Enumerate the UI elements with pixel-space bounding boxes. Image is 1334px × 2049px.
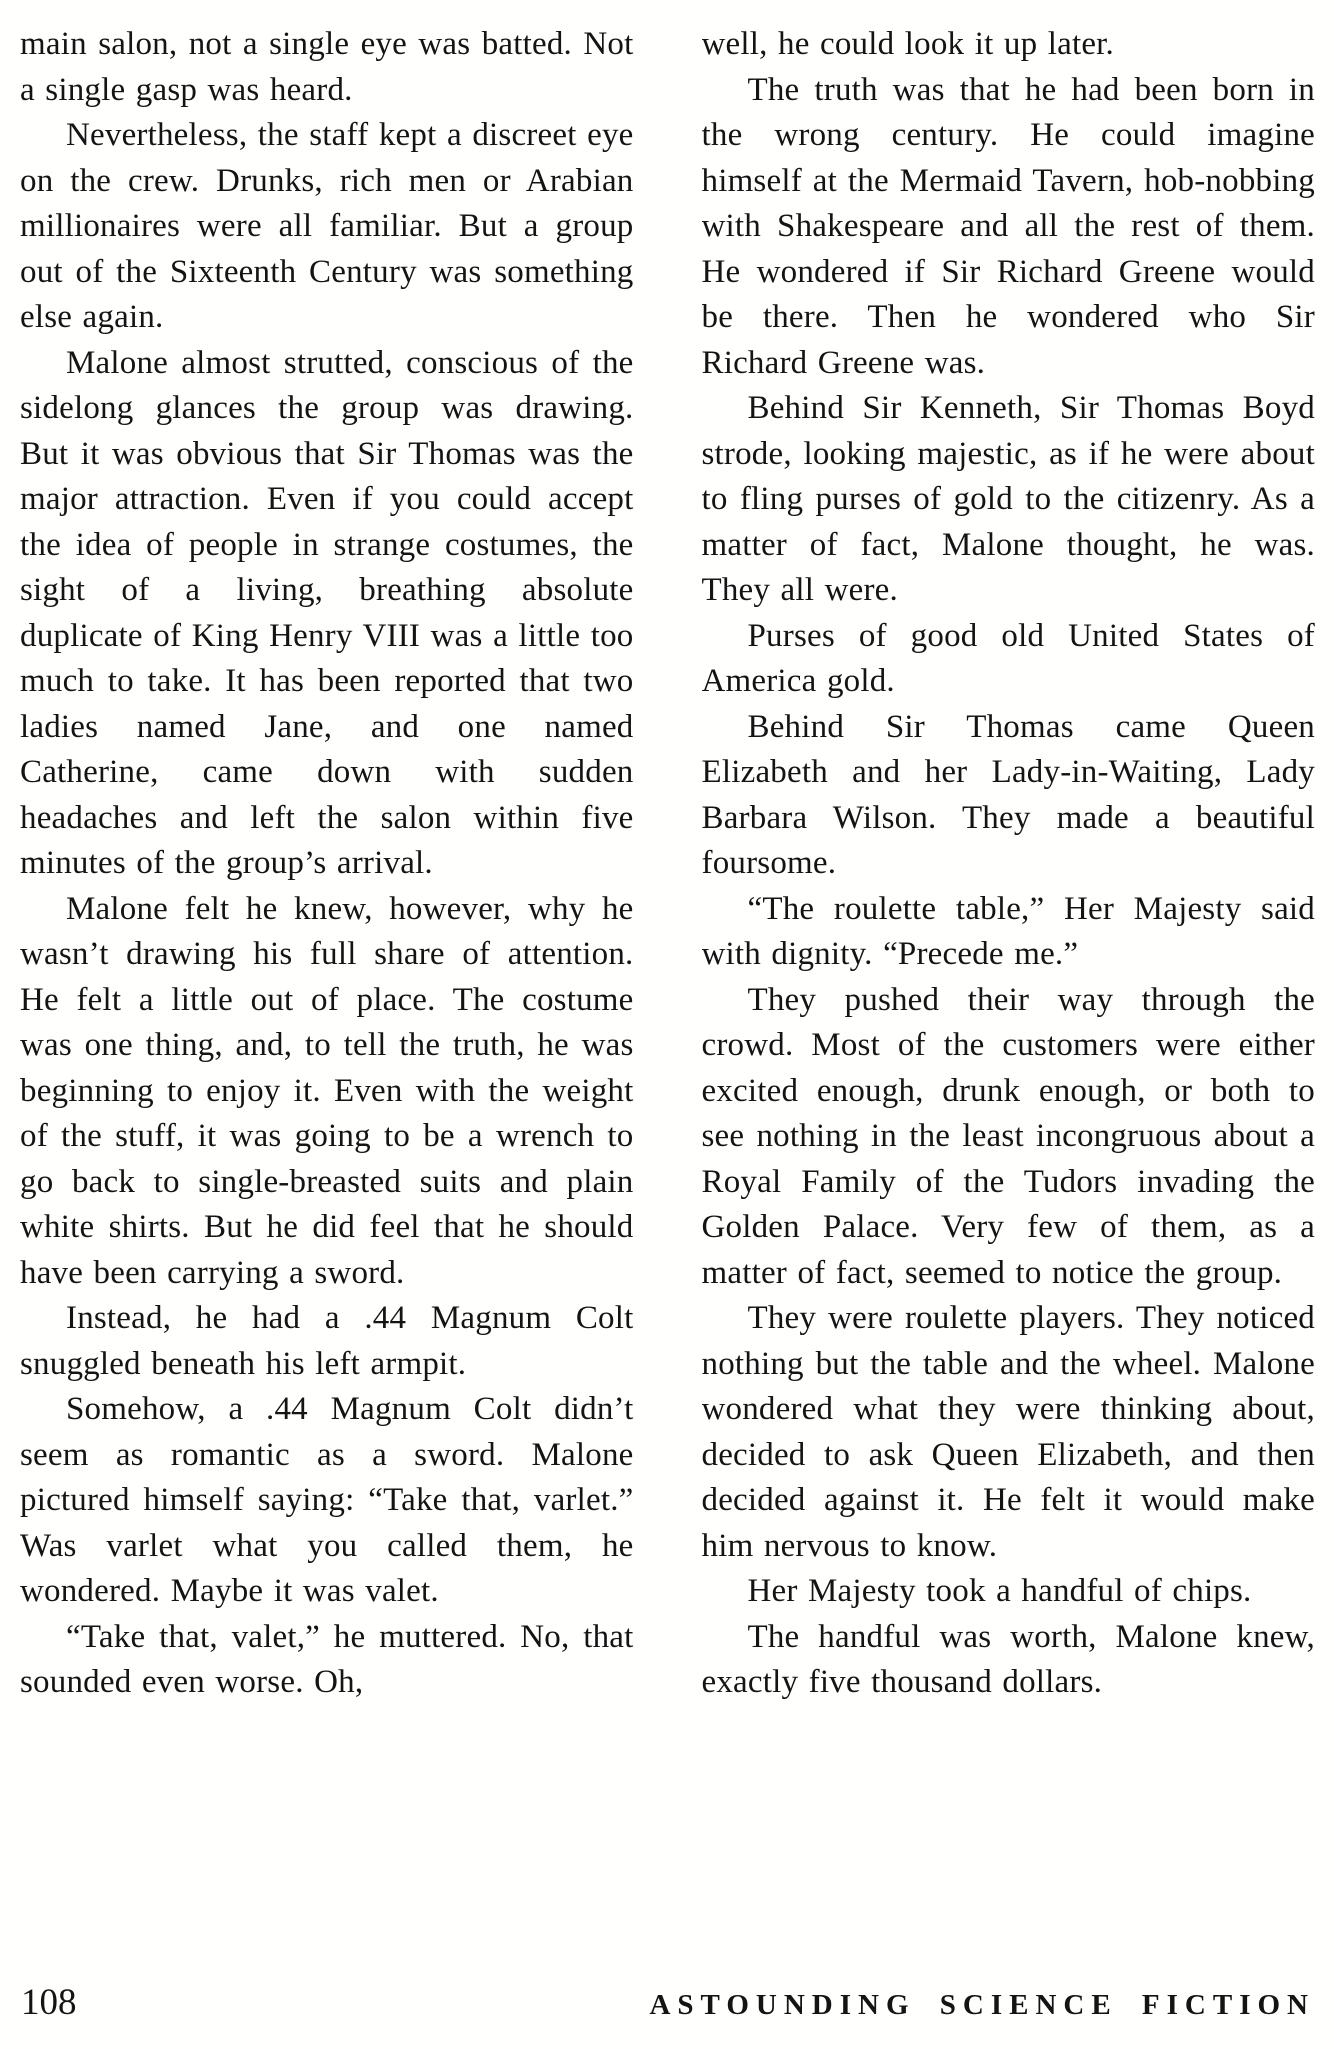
magazine-title: ASTOUNDING SCIENCE FICTION (649, 1989, 1315, 2021)
paragraph: Malone almost strutted, conscious of the sidelong glances the group was drawing. But it was obvious that Sir Thomas was the major attraction. Even if you could accept the idea of people in strange costumes, the sight of a living, breathing absolute duplicate of King Henry VIII was a little too much to take. It has been reported that two ladies named Jane, and one named Catherine, came down with sudden headaches and left the salon within five minutes of the group’s arrival. (20, 344, 634, 881)
left-column (20, 22, 634, 1942)
paragraph: well, he could look it up later. (701, 26, 1114, 62)
paragraph: main salon, not a single eye was batted. Not a single gasp was heard. (20, 26, 634, 108)
paragraph: Behind Sir Kenneth, Sir Thomas Boyd strode, looking majestic, as if he were about to fling purses of gold to the citizenry. As a matter of fact, Malone thought, he was. They all were. (701, 390, 1315, 608)
paragraph: “The roulette table,” Her Majesty said with dignity. “Precede me.” (701, 890, 1315, 972)
paragraph: Her Majesty took a handful of chips. (747, 1573, 1252, 1609)
paragraph: Somehow, a .44 Magnum Colt didn’t seem as romantic as a sword. Malone pictured himself saying: “Take that, varlet.” Was varlet what you called them, he wondered. Maybe it was valet. (20, 1391, 634, 1609)
paragraph: They pushed their way through the crowd. Most of the customers were either excited enough, drunk enough, or both to see nothing in the least incongruous about a Royal Family of the Tudors invading the Golden Palace. Very few of them, as a matter of fact, seemed to notice the group. (701, 981, 1315, 1291)
page-footer (21, 1984, 1315, 2021)
paragraph: The truth was that he had been born in the wrong century. He could imagine himself at the Mermaid Tavern, hob-nobbing with Shakespeare and all the rest of them. He wondered if Sir Richard Greene would be there. Then he wondered who Sir Richard Greene was. (701, 71, 1315, 381)
paragraph: “Take that, valet,” he muttered. No, that sounded even worse. Oh, (20, 1618, 634, 1700)
paragraph: Malone felt he knew, however, why he wasn’t drawing his full share of attention. He felt a little out of place. The costume was one thing, and, to tell the truth, he was beginning to enjoy it. Even with the weight of the stuff, it was going to be a wrench to go back to single-breasted suits and plain white shirts. But he did feel that he should have been carrying a sword. (20, 890, 634, 1291)
right-column (702, 22, 1316, 1942)
paragraph: They were roulette players. They noticed nothing but the table and the wheel. Malone wondered what they were thinking about, decided to ask Queen Elizabeth, and then decided against it. He felt it would make him nervous to know. (701, 1300, 1315, 1564)
paragraph: Purses of good old United States of America gold. (701, 617, 1315, 699)
paragraph: The handful was worth, Malone knew, exactly five thousand dollars. (701, 1618, 1315, 1700)
paragraph: Nevertheless, the staff kept a discreet eye on the crew. Drunks, rich men or Arabian millionaires were all familiar. But a group out of the Sixteenth Century was something else again. (20, 117, 634, 335)
page-number: 108 (21, 1982, 77, 2023)
text-columns (20, 22, 1315, 1942)
paragraph: Instead, he had a .44 Magnum Colt snuggled beneath his left armpit. (20, 1300, 634, 1382)
paragraph: Behind Sir Thomas came Queen Elizabeth and her Lady-in-Waiting, Lady Barbara Wilson. They made a beautiful foursome. (701, 708, 1315, 881)
